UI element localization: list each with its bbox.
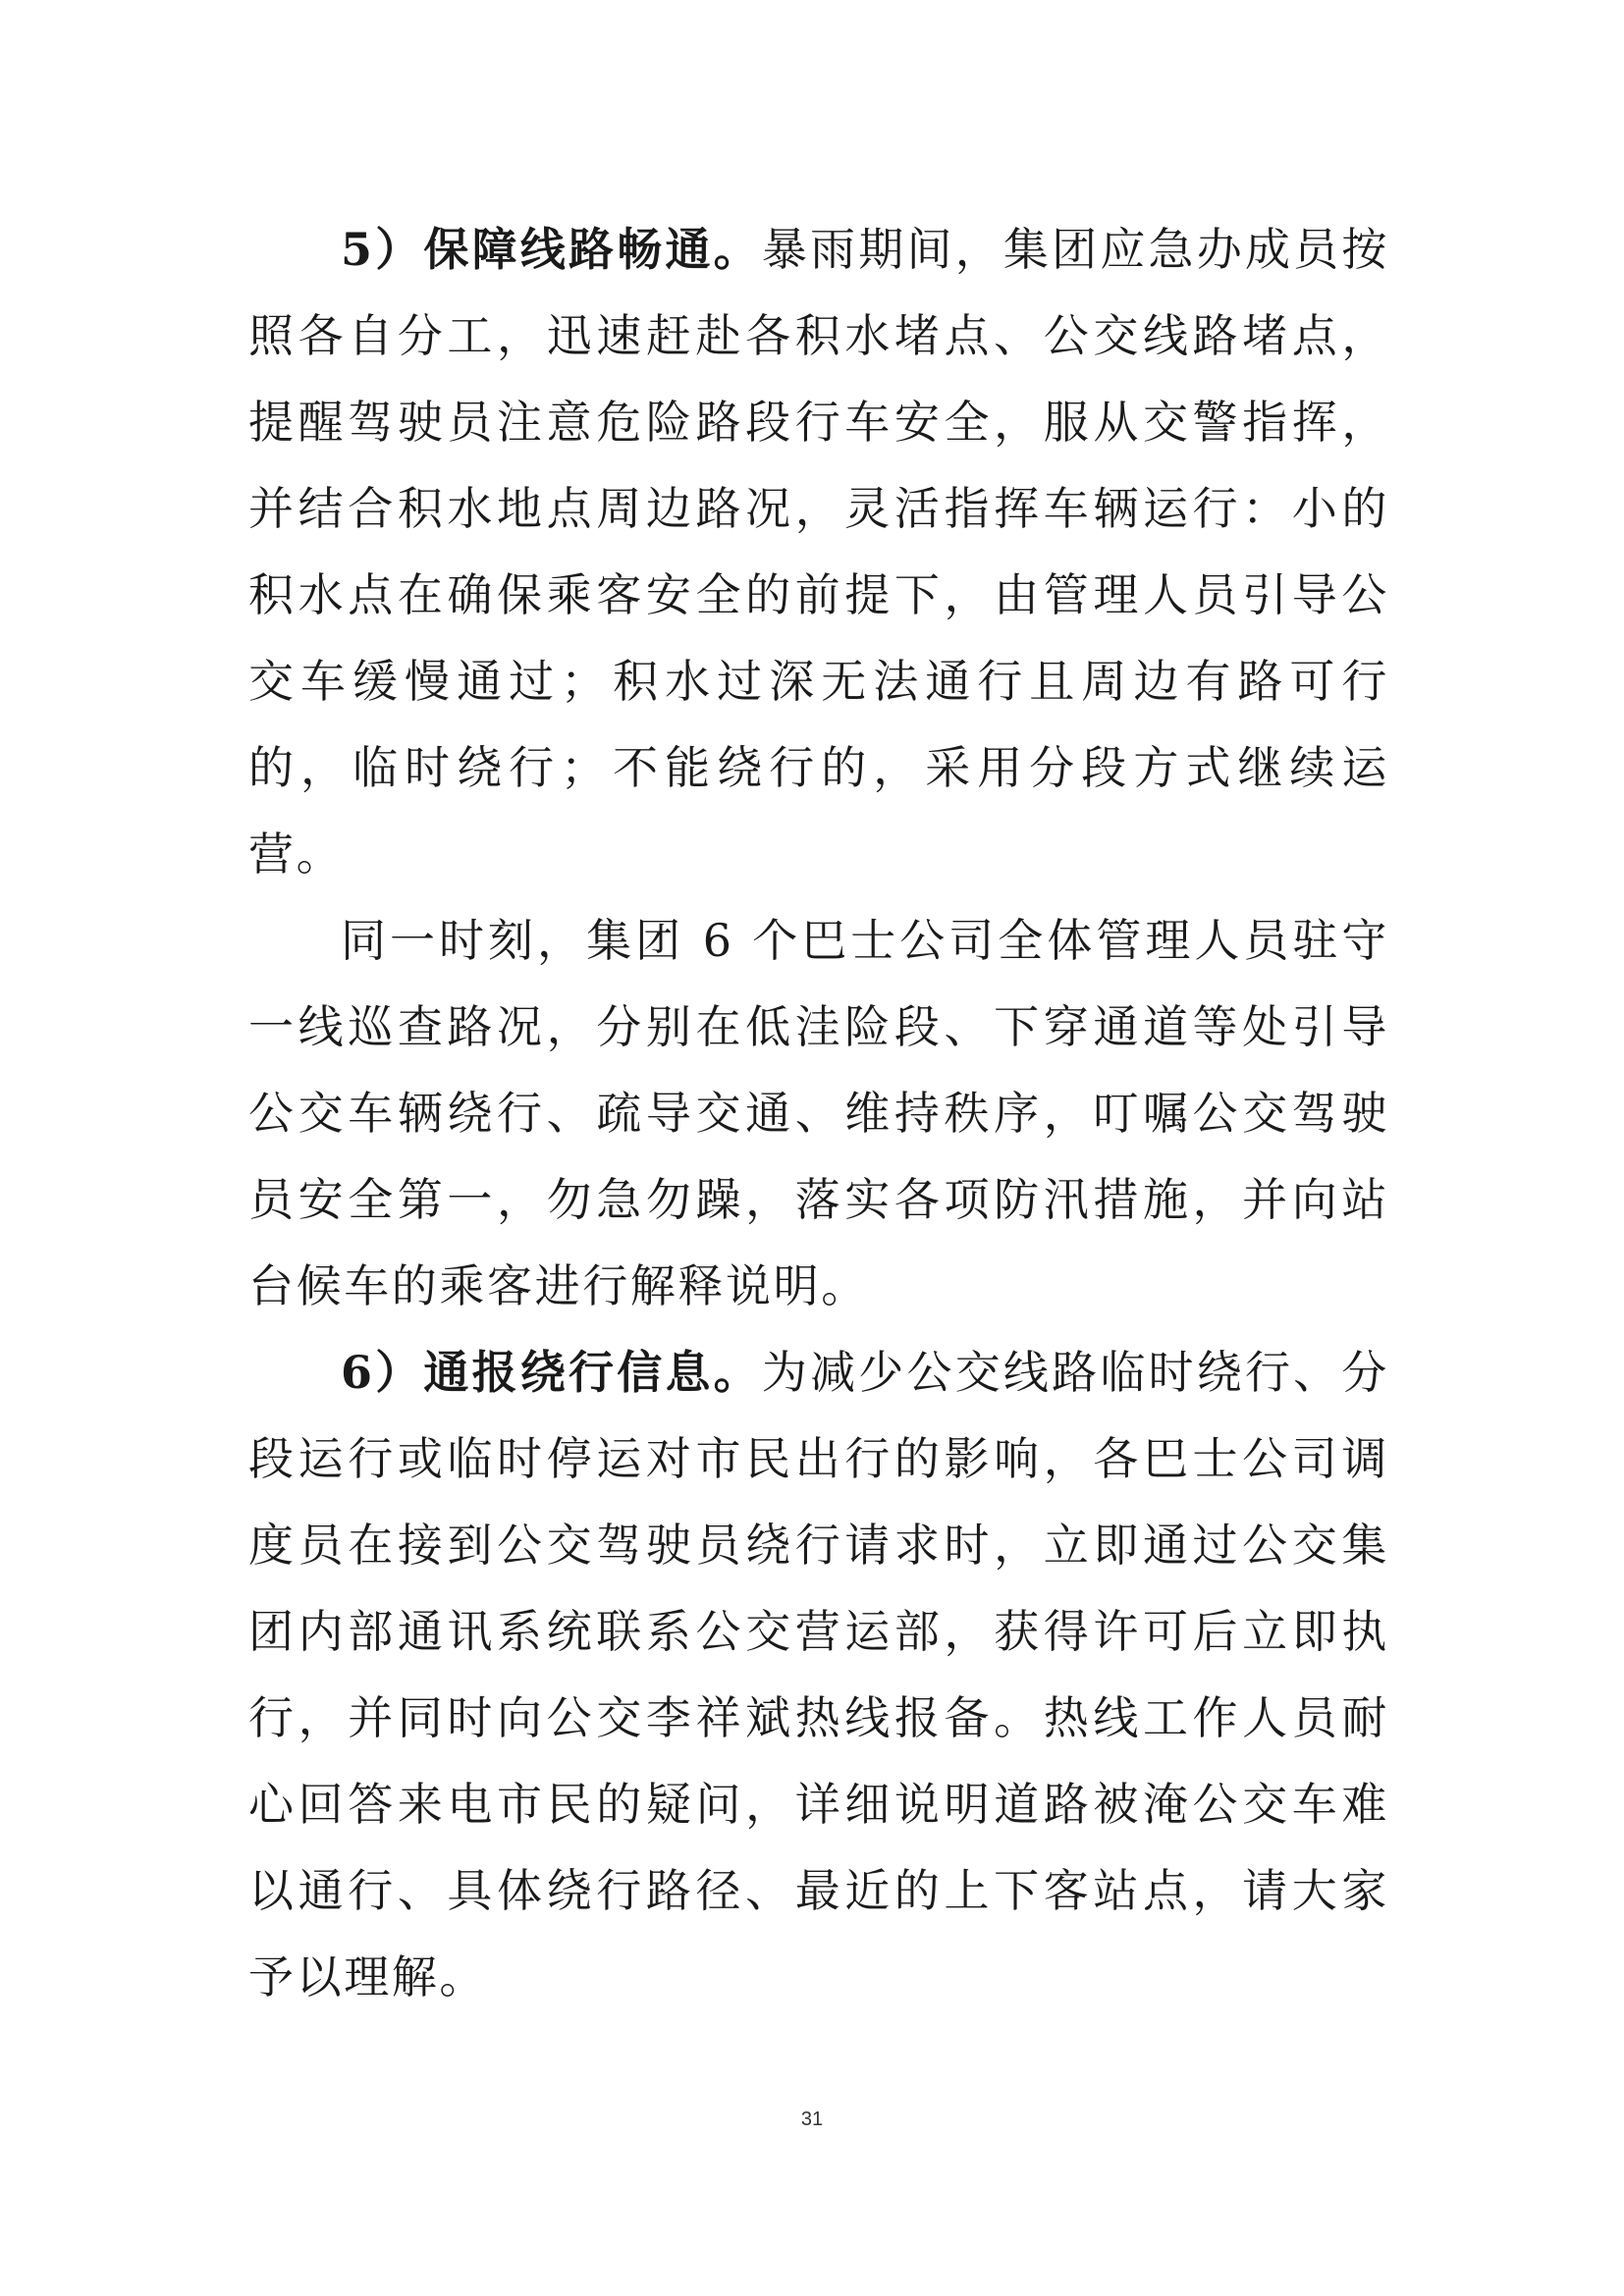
paragraph-5-heading: 5）保障线路畅通。 [341,223,762,276]
paragraph-same-time-body: 同一时刻，集团 6 个巴士公司全体管理人员驻守一线巡查路况，分别在低洼险段、下穿通道等处引导公交车辆绕行、疏导交通、维持秩序，叮嘱公交驾驶员安全第一，勿急勿躁，落实各项防汛措施，并向站台候车的乘客进行解释说明。 [248,914,1389,1312]
paragraph-5-body: 暴雨期间，集团应急办成员按照各自分工，迅速赶赴各积水堵点、公交线路堵点，提醒驾驶员注意危险路段行车安全，服从交警指挥，并结合积水地点周边路况，灵活指挥车辆运行：小的积水点在确保乘客安全的前提下，由管理人员引导公交车缓慢通过；积水过深无法通行且周边有路可行的，临时绕行；不能绕行的，采用分段方式继续运营。 [248,223,1389,881]
paragraph-6 [248,1329,1389,2020]
paragraph-5 [248,206,1389,897]
paragraph-same-time [248,897,1389,1329]
page-number: 31 [800,2109,824,2130]
body-text [248,206,1389,2020]
paragraph-6-body: 为减少公交线路临时绕行、分段运行或临时停运对市民出行的影响，各巴士公司调度员在接到公交驾驶员绕行请求时，立即通过公交集团内部通讯系统联系公交营运部，获得许可后立即执行，并同时向公交李祥斌热线报备。热线工作人员耐心回答来电市民的疑问，详细说明道路被淹公交车难以通行、具体绕行路径、最近的上下客站点，请大家予以理解。 [248,1346,1389,2003]
paragraph-6-heading: 6）通报绕行信息。 [341,1346,762,1399]
